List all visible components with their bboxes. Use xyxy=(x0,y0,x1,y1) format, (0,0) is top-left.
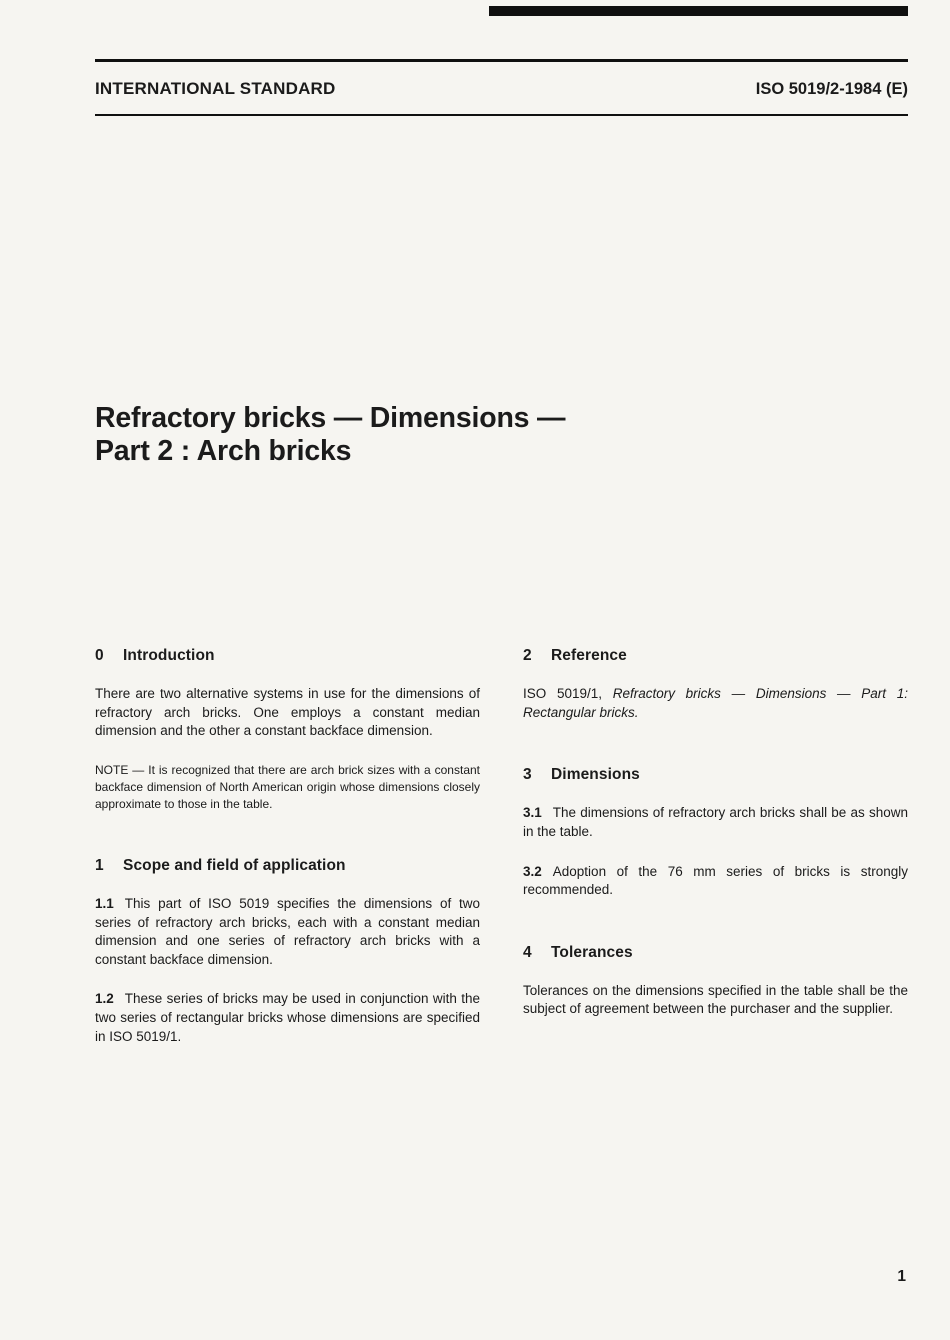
document-title-line2: Part 2 : Arch bricks xyxy=(95,435,352,468)
left-column xyxy=(95,647,480,1067)
right-column xyxy=(523,647,908,1067)
header-rule-top xyxy=(95,59,908,62)
paragraph-3-1 xyxy=(523,804,908,841)
paragraph-1-2 xyxy=(95,990,480,1046)
section-number: 4 xyxy=(523,943,532,961)
page-number: 1 xyxy=(897,1268,906,1285)
citation-title: Refractory bricks — Dimensions — Part 1: Rectangular bricks. xyxy=(523,686,908,720)
clause-text: These series of bricks may be used in conjunction with the two series of rectangular bricks whose dimensions are specified in ISO 5019/1. xyxy=(95,991,480,1044)
paragraph-introduction: There are two alternative systems in use for the dimensions of refractory arch bricks. One employs a constant median dimension and the other a constant backface dimension. xyxy=(95,686,480,739)
section-heading-scope xyxy=(95,857,480,875)
clause-text: Adoption of the 76 mm series of bricks is strongly recommended. xyxy=(523,863,908,898)
clause-number: 3.2 xyxy=(523,863,542,879)
paragraph-reference-citation xyxy=(523,685,908,722)
top-black-bar xyxy=(489,6,908,16)
paragraph-3-2 xyxy=(523,863,908,900)
section-number: 0 xyxy=(95,647,104,664)
section-title: Introduction xyxy=(123,647,215,664)
section-number: 2 xyxy=(523,647,532,664)
paragraph-1-1 xyxy=(95,895,480,970)
section-title: Reference xyxy=(551,647,627,664)
document-title xyxy=(95,402,565,468)
note-paragraph: NOTE — It is recognized that there are arch brick sizes with a constant backface dimension of North American origin whose dimensions closely approximate to those in the table. xyxy=(95,762,480,811)
section-heading-dimensions xyxy=(523,766,908,784)
clause-number: 1.1 xyxy=(95,895,114,911)
paragraph-tolerances: Tolerances on the dimensions specified in the table shall be the subject of agreement between the purchaser and the supplier. xyxy=(523,982,908,1017)
document-title-line1: Refractory bricks — Dimensions — xyxy=(95,402,566,434)
section-heading-reference xyxy=(523,647,908,665)
international-standard-label: INTERNATIONAL STANDARD xyxy=(95,79,336,98)
section-number: 3 xyxy=(523,766,532,784)
section-heading-tolerances xyxy=(523,944,908,962)
section-number: 1 xyxy=(95,856,104,874)
document-reference-label: ISO 5019/2-1984 (E) xyxy=(755,80,908,98)
document-header xyxy=(95,79,908,99)
clause-text: This part of ISO 5019 specifies the dimensions of two series of refractory arch bricks, each with a constant median dimension and one series of refractory arch bricks with a constant backface dimension. xyxy=(95,895,480,967)
section-title: Tolerances xyxy=(551,943,633,961)
header-rule-bottom xyxy=(95,114,908,116)
clause-text: The dimensions of refractory arch bricks shall be as shown in the table. xyxy=(523,805,908,839)
section-title: Dimensions xyxy=(551,766,640,784)
clause-number: 3.1 xyxy=(523,805,542,821)
citation-designation: ISO 5019/1, xyxy=(523,686,602,701)
body-columns xyxy=(95,647,908,1067)
section-title: Scope and field of application xyxy=(123,856,346,874)
clause-number: 1.2 xyxy=(95,991,114,1007)
section-heading-introduction xyxy=(95,647,480,665)
